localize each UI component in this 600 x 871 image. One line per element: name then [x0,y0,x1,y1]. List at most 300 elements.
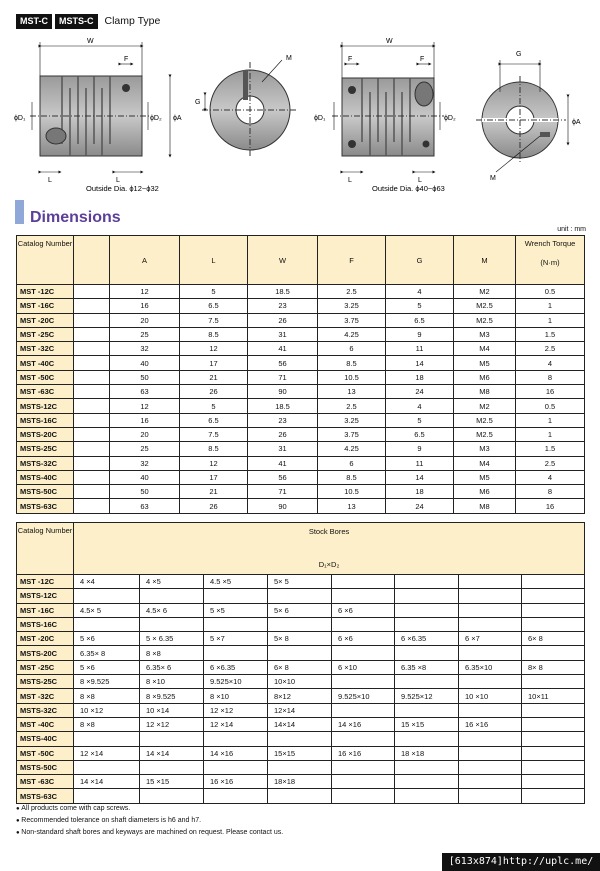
stock-bores-row [17,703,585,717]
stock-bores-row [17,760,585,774]
dim-label-l1-right: L [348,177,352,184]
value-cell-m: M6 [454,370,516,384]
bore-size-cell: 8 ×10 [204,689,268,703]
blank-cell [74,456,110,470]
dimensions-row [17,342,585,356]
dim-label-l2-right: L [418,177,422,184]
bore-size-cell [522,603,585,617]
bore-size-cell: 5× 6 [268,603,332,617]
bore-size-cell: 5× 5 [268,575,332,589]
value-cell-g: 6.5 [386,313,454,327]
value-cell-w: 23 [248,413,318,427]
bore-size-cell [459,589,522,603]
catalog-number-cell: MSTS-16C [17,413,74,427]
col-header-w: W [248,236,318,285]
bore-size-cell [522,746,585,760]
bore-size-cell [395,760,459,774]
value-cell-t: 0.5 [516,399,585,413]
value-cell-l: 26 [180,385,248,399]
value-cell-w: 31 [248,327,318,341]
bore-size-cell [459,675,522,689]
bore-size-cell: 10 ×14 [140,703,204,717]
value-cell-w: 26 [248,427,318,441]
bore-size-cell [522,617,585,631]
value-cell-f: 13 [318,385,386,399]
value-cell-g: 6.5 [386,427,454,441]
blank-cell [74,413,110,427]
footer-watermark: [613x874]http://uplc.me/ [442,853,600,871]
bore-size-cell [74,732,140,746]
col-header-m: M [454,236,516,285]
value-cell-t: 1 [516,427,585,441]
bore-size-cell [459,775,522,789]
dim-label-l2-left: L [116,177,120,184]
value-cell-w: 41 [248,456,318,470]
catalog-number-cell: MSTS-32C [17,703,74,717]
bore-size-cell: 4 ×4 [74,575,140,589]
bore-size-cell [395,775,459,789]
bore-size-cell [522,646,585,660]
bore-size-cell: 4.5× 6 [140,603,204,617]
bore-size-cell: 9.525×10 [332,689,395,703]
value-cell-t: 1 [516,313,585,327]
dimensions-row [17,285,585,299]
right-front-view [476,76,566,164]
catalog-number-cell: MSTS-12C [17,399,74,413]
bore-size-cell: 10 ×10 [459,689,522,703]
blank-cell [74,442,110,456]
bore-size-cell [395,646,459,660]
value-cell-m: M3 [454,442,516,456]
bore-size-cell [459,760,522,774]
bore-size-cell [204,789,268,803]
bore-size-cell [332,646,395,660]
value-cell-g: 14 [386,356,454,370]
bore-size-cell: 6× 8 [268,660,332,674]
stock-bores-header [74,523,585,575]
bore-size-cell: 12 ×12 [204,703,268,717]
bore-size-cell [268,732,332,746]
value-cell-g: 4 [386,285,454,299]
value-cell-m: M8 [454,385,516,399]
value-cell-g: 24 [386,385,454,399]
note-item: ● All products come with cap screws. [16,803,283,815]
value-cell-w: 56 [248,356,318,370]
dim-label-g-right: G [516,51,522,58]
stock-bores-row [17,717,585,731]
value-cell-m: M5 [454,356,516,370]
value-cell-f: 3.25 [318,299,386,313]
blank-cell [74,327,110,341]
bore-size-cell [204,760,268,774]
bore-size-cell: 14 ×14 [74,775,140,789]
blank-cell [74,370,110,384]
dim-label-g-left: G [195,99,201,106]
bore-size-cell: 14 ×16 [332,717,395,731]
dim-label-d2-left: ϕD₂ [150,115,162,122]
bore-size-cell [332,675,395,689]
value-cell-m: M2 [454,399,516,413]
value-cell-l: 5 [180,285,248,299]
bore-size-cell: 5× 8 [268,632,332,646]
caption-right: Outside Dia. ϕ40~ϕ63 [372,184,445,192]
blank-cell [74,356,110,370]
value-cell-t: 1 [516,413,585,427]
bore-size-cell: 8 ×8 [74,689,140,703]
value-cell-l: 8.5 [180,327,248,341]
bore-size-cell [332,703,395,717]
value-cell-g: 9 [386,327,454,341]
value-cell-f: 8.5 [318,470,386,484]
bore-size-cell [522,589,585,603]
stock-bores-row [17,689,585,703]
value-cell-w: 18.5 [248,399,318,413]
bore-size-cell [268,617,332,631]
value-cell-t: 16 [516,499,585,513]
catalog-number-cell: MSTS-63C [17,499,74,513]
dim-label-d2-right: ϕD₂ [444,115,456,122]
bore-size-cell: 15 ×15 [140,775,204,789]
stock-bores-row [17,646,585,660]
bore-size-cell [140,789,204,803]
bore-size-cell: 4 ×5 [140,575,204,589]
value-cell-f: 6 [318,456,386,470]
value-cell-l: 12 [180,342,248,356]
catalog-number-cell: MST -12C [17,285,74,299]
bore-size-cell: 6× 8 [522,632,585,646]
stock-bores-row [17,789,585,803]
value-cell-g: 11 [386,342,454,356]
bore-size-cell [522,717,585,731]
note-item: ● Non-standard shaft bores and keyways are machined on request. Please contact us. [16,827,283,839]
bore-size-cell: 5 ×7 [204,632,268,646]
stock-bores-row [17,732,585,746]
bore-size-cell: 12 ×14 [74,746,140,760]
bore-size-cell [268,646,332,660]
value-cell-m: M2.5 [454,299,516,313]
blank-header [74,236,110,285]
bore-size-cell [332,617,395,631]
dimensions-row [17,313,585,327]
bore-size-cell: 10×10 [268,675,332,689]
value-cell-g: 24 [386,499,454,513]
value-cell-f: 3.75 [318,313,386,327]
bore-size-cell [268,789,332,803]
left-front-view [202,62,298,158]
bore-size-cell [140,760,204,774]
bore-size-cell: 14 ×16 [204,746,268,760]
bore-size-cell: 18×18 [268,775,332,789]
catalog-number-cell: MSTS-32C [17,456,74,470]
col-header-wrench-torque [516,236,585,285]
value-cell-f: 10.5 [318,485,386,499]
dimensions-header-row [17,236,585,285]
dimensions-row [17,499,585,513]
bore-size-cell [74,760,140,774]
bore-size-cell [332,760,395,774]
bore-size-cell: 6 ×6.35 [395,632,459,646]
catalog-number-cell: MSTS-12C [17,589,74,603]
value-cell-g: 18 [386,370,454,384]
bore-size-cell [459,789,522,803]
bore-size-cell: 6.35× 8 [74,646,140,660]
value-cell-a: 16 [110,299,180,313]
bore-size-cell: 6 ×6.35 [204,660,268,674]
catalog-number-cell: MST -16C [17,603,74,617]
value-cell-w: 18.5 [248,285,318,299]
stock-bores-row [17,575,585,589]
bore-size-cell [395,675,459,689]
bore-size-cell: 6.35×10 [459,660,522,674]
col-header-f: F [318,236,386,285]
value-cell-m: M4 [454,342,516,356]
bore-size-cell: 5 ×6 [74,632,140,646]
dimensions-row [17,399,585,413]
value-cell-f: 8.5 [318,356,386,370]
col-header-a: A [110,236,180,285]
bore-size-cell [74,789,140,803]
note-item: ● Recommended tolerance on shaft diameters is h6 and h7. [16,815,283,827]
value-cell-a: 25 [110,327,180,341]
bore-size-cell: 9.525×12 [395,689,459,703]
dimensions-table [16,235,585,514]
stock-bores-row [17,675,585,689]
value-cell-a: 50 [110,370,180,384]
bore-size-cell [395,603,459,617]
dim-label-l1-left: L [48,177,52,184]
bore-size-cell [332,789,395,803]
value-cell-m: M2.5 [454,413,516,427]
catalog-number-cell: MST -16C [17,299,74,313]
value-cell-a: 40 [110,470,180,484]
bore-size-cell: 8×12 [268,689,332,703]
value-cell-m: M2 [454,285,516,299]
value-cell-a: 63 [110,499,180,513]
stock-bores-header-row [17,523,585,575]
bore-size-cell: 8 ×9.525 [140,689,204,703]
bore-size-cell [140,732,204,746]
value-cell-l: 6.5 [180,413,248,427]
bore-size-cell: 5 × 6.35 [140,632,204,646]
value-cell-w: 56 [248,470,318,484]
dim-label-a-right: ϕA [572,119,581,126]
value-cell-g: 18 [386,485,454,499]
bore-size-cell: 14×14 [268,717,332,731]
bore-size-cell [522,732,585,746]
catalog-number-cell: MST -25C [17,327,74,341]
product-type-title: Clamp Type [104,15,161,27]
blank-cell [74,470,110,484]
right-side-view [332,78,444,156]
col-header-g: G [386,236,454,285]
series-tag-mst-c: MST-C [16,14,52,29]
value-cell-t: 4 [516,470,585,484]
value-cell-g: 5 [386,299,454,313]
bore-size-cell: 4.5× 5 [74,603,140,617]
value-cell-g: 4 [386,399,454,413]
bore-size-cell: 15 ×15 [395,717,459,731]
bore-size-cell: 14 ×14 [140,746,204,760]
value-cell-l: 6.5 [180,299,248,313]
value-cell-f: 4.25 [318,327,386,341]
bore-size-cell [140,589,204,603]
value-cell-m: M3 [454,327,516,341]
bore-size-cell [395,589,459,603]
value-cell-m: M2.5 [454,313,516,327]
dim-label-w-right: W [386,38,393,45]
unit-label: unit : mm [557,226,586,233]
value-cell-f: 10.5 [318,370,386,384]
wrench-torque-unit: (N·m) [540,258,560,267]
value-cell-m: M4 [454,456,516,470]
product-header [16,14,160,28]
catalog-number-cell: MSTS-50C [17,485,74,499]
dimensions-row [17,456,585,470]
stock-bores-row [17,617,585,631]
catalog-number-cell: MST -40C [17,717,74,731]
dim-label-f1-right: F [348,56,353,63]
stock-bores-table [16,522,585,804]
value-cell-f: 13 [318,499,386,513]
bore-size-cell [395,732,459,746]
blank-cell [74,385,110,399]
catalog-number-cell: MSTS-16C [17,617,74,631]
bore-size-cell [522,775,585,789]
catalog-number-cell: MST -63C [17,775,74,789]
stock-bores-row [17,589,585,603]
bore-size-cell [459,617,522,631]
bore-size-cell: 6 ×6 [332,632,395,646]
bore-size-cell: 12×14 [268,703,332,717]
value-cell-f: 3.25 [318,413,386,427]
catalog-number-cell: MST -20C [17,313,74,327]
stock-bores-row [17,603,585,617]
value-cell-t: 0.5 [516,285,585,299]
value-cell-l: 7.5 [180,427,248,441]
catalog-number-cell: MST -32C [17,689,74,703]
bore-size-cell: 12 ×14 [204,717,268,731]
value-cell-l: 17 [180,470,248,484]
value-cell-t: 1 [516,299,585,313]
bore-size-cell: 10×11 [522,689,585,703]
value-cell-a: 63 [110,385,180,399]
bore-size-cell [459,646,522,660]
bore-size-cell [459,746,522,760]
value-cell-a: 16 [110,413,180,427]
value-cell-m: M8 [454,499,516,513]
catalog-number-cell: MST -25C [17,660,74,674]
bore-size-cell [332,732,395,746]
bore-size-cell: 5 ×6 [74,660,140,674]
dimensions-row [17,356,585,370]
catalog-number-cell: MST -12C [17,575,74,589]
catalog-number-cell: MST -63C [17,385,74,399]
catalog-number-cell: MSTS-20C [17,427,74,441]
bore-size-cell: 16 ×16 [332,746,395,760]
value-cell-w: 71 [248,370,318,384]
catalog-number-cell: MST -50C [17,746,74,760]
bore-size-cell [204,589,268,603]
bore-size-cell [204,617,268,631]
value-cell-t: 1.5 [516,327,585,341]
bore-size-cell [459,703,522,717]
value-cell-a: 12 [110,399,180,413]
stock-bores-row [17,746,585,760]
value-cell-g: 9 [386,442,454,456]
bore-size-cell: 8 ×8 [140,646,204,660]
value-cell-a: 12 [110,285,180,299]
catalog-number-cell: MSTS-25C [17,675,74,689]
value-cell-w: 90 [248,385,318,399]
dim-label-f2-right: F [420,56,425,63]
value-cell-t: 1.5 [516,442,585,456]
bore-size-cell: 15×15 [268,746,332,760]
bore-size-cell [522,760,585,774]
bore-size-cell [332,589,395,603]
bore-size-cell: 6 ×7 [459,632,522,646]
value-cell-a: 40 [110,356,180,370]
catalog-number-header-2: Catalog Number [17,523,74,575]
value-cell-l: 21 [180,370,248,384]
bore-size-cell [204,732,268,746]
value-cell-t: 8 [516,370,585,384]
dim-label-w-left: W [87,38,94,45]
blank-cell [74,313,110,327]
dimensions-row [17,385,585,399]
bore-size-cell: 18 ×18 [395,746,459,760]
value-cell-l: 5 [180,399,248,413]
technical-drawings [0,32,600,192]
dim-label-d1-left: ϕD₁ [14,115,26,122]
section-accent-bar [15,200,24,224]
dim-label-f-left: F [124,56,129,63]
catalog-number-cell: MSTS-63C [17,789,74,803]
value-cell-l: 8.5 [180,442,248,456]
catalog-number-cell: MST -40C [17,356,74,370]
value-cell-a: 25 [110,442,180,456]
value-cell-a: 32 [110,456,180,470]
dimensions-row [17,470,585,484]
blank-cell [74,285,110,299]
bore-size-cell [74,589,140,603]
dimensions-row [17,370,585,384]
dim-label-a-left: ϕA [173,115,182,122]
value-cell-w: 23 [248,299,318,313]
bore-size-cell: 6 ×6 [332,603,395,617]
bore-size-cell [522,789,585,803]
bore-size-cell [395,789,459,803]
value-cell-l: 12 [180,456,248,470]
value-cell-m: M6 [454,485,516,499]
bore-size-cell [74,617,140,631]
bore-size-cell [522,675,585,689]
blank-cell [74,299,110,313]
value-cell-g: 5 [386,413,454,427]
value-cell-w: 31 [248,442,318,456]
value-cell-w: 90 [248,499,318,513]
dimensions-row [17,413,585,427]
bore-size-cell [395,703,459,717]
value-cell-a: 20 [110,427,180,441]
value-cell-f: 6 [318,342,386,356]
bore-size-cell [459,575,522,589]
catalog-number-cell: MSTS-25C [17,442,74,456]
catalog-number-cell: MST -20C [17,632,74,646]
stock-bores-row [17,660,585,674]
catalog-number-cell: MSTS-40C [17,732,74,746]
bore-size-cell [522,703,585,717]
bore-size-cell [459,732,522,746]
